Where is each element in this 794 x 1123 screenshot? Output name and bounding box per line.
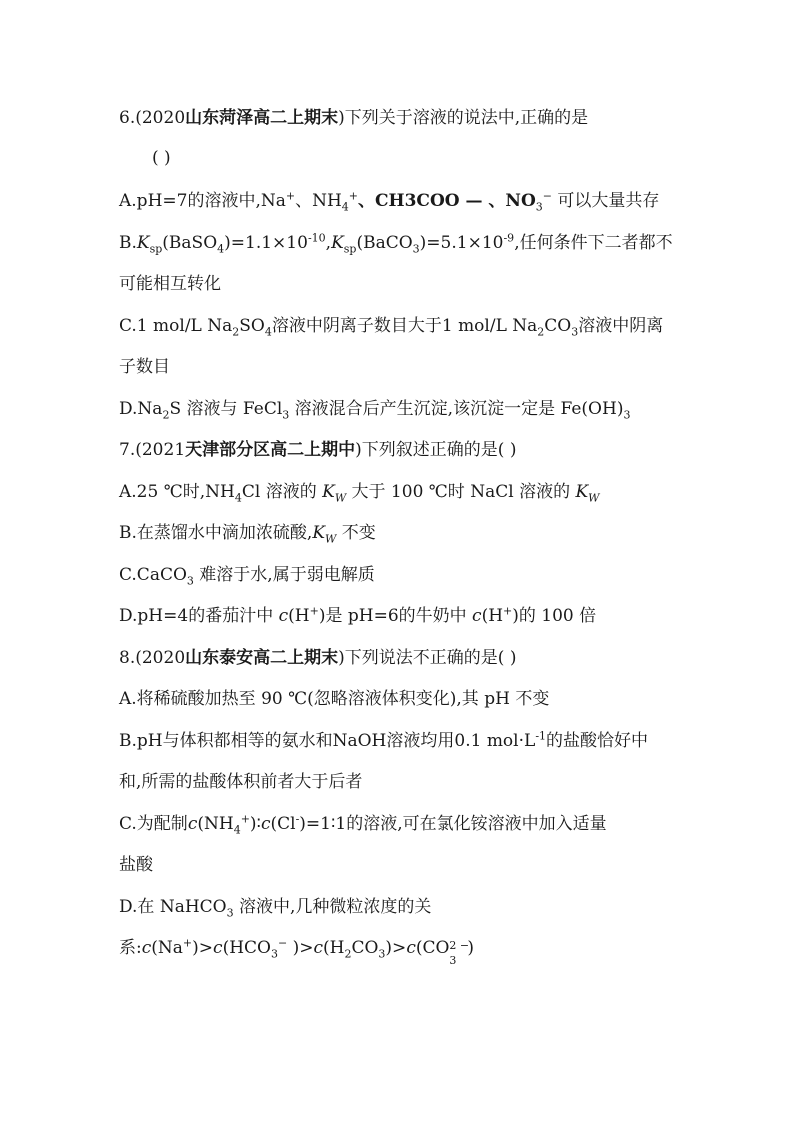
q6-d-text-1: D.Na <box>119 399 163 419</box>
q7-option-a <box>119 481 599 503</box>
q8-b-text-1: B.pH与体积都相等的氨水和NaOH溶液均用0.1 mol·L <box>119 731 536 751</box>
q6-b-text-5: (BaCO <box>356 233 413 253</box>
q7-stem <box>119 439 516 461</box>
q7-d-text-3: )是 pH=6的牛奶中 <box>318 606 473 626</box>
q6-stem-text: 下列关于溶液的说法中,正确的是 <box>344 108 589 128</box>
q6-b-text-6: )=5.1×10 <box>419 233 504 253</box>
q6-c-text-2: SO <box>239 316 265 336</box>
q6-c-text-3: 溶液中阴离子数目大于1 mol/L Na <box>271 316 538 336</box>
q7-c-sub-1: 3 <box>186 574 194 588</box>
q8-stem <box>119 647 516 669</box>
q8-c-c2: c <box>260 814 271 834</box>
q6-option-c-line2: 子数目 <box>119 357 170 377</box>
q8-d2-c1: c <box>141 938 152 958</box>
q8-d2-sup-4: − <box>277 936 288 950</box>
q7-source-open: (2021 <box>135 440 186 460</box>
q7-c-text-1: C.CaCO <box>119 565 187 585</box>
q7-c-text-2: 难溶于水,属于弱电解质 <box>193 565 375 585</box>
q8-d-sub-1: 3 <box>226 906 234 920</box>
q8-stem-text: 下列说法不正确的是( ) <box>344 648 517 668</box>
q8-d2-sup-9: 2 − <box>449 938 470 952</box>
q7-option-d <box>119 605 596 627</box>
q6-a-text-4: 可以大量共存 <box>552 191 660 211</box>
q8-c-text-2: (NH <box>197 814 234 834</box>
q6-a-sup-2: + <box>348 189 359 203</box>
q8-c-text-1: C.为配制 <box>119 814 188 834</box>
q6-number: 6. <box>119 108 136 128</box>
q8-d2-text-1: 系: <box>119 938 142 958</box>
q6-b-k1: K <box>136 233 150 253</box>
q8-d2-sub-9: 3 <box>449 953 457 967</box>
q8-d-text-1: D.在 NaHCO <box>119 897 227 917</box>
q6-c-text-5: 溶液中阴离 <box>578 316 664 336</box>
q6-a-text-1: A.pH=7的溶液中,Na <box>119 191 286 211</box>
q6-option-d <box>119 398 630 420</box>
q8-source-name: 山东泰安高二上期末 <box>185 648 339 668</box>
q7-b-k: K <box>312 523 326 543</box>
q6-b-text-4: , <box>325 233 332 253</box>
q6-b-text-2: (BaSO <box>162 233 218 253</box>
q6-d-sub-2: 3 <box>282 408 290 422</box>
q8-d2-sub-7: 3 <box>378 947 386 961</box>
q7-b-k-sub: W <box>325 532 337 546</box>
q8-d2-text-4: (HCO <box>222 938 271 958</box>
q8-option-c-line2: 盐酸 <box>119 855 153 875</box>
q6-stem <box>119 107 588 129</box>
q6-a-sub-3: 3 <box>535 200 543 214</box>
q7-d-c2: c <box>472 606 482 626</box>
q6-d-sub-1: 2 <box>162 408 170 422</box>
q7-a-sub-1: 4 <box>234 491 242 505</box>
q6-a-text-2: 、NH <box>295 191 342 211</box>
q7-d-c1: c <box>278 606 289 626</box>
q8-d2-text-7: CO <box>351 938 379 958</box>
q8-d2-sup-2: + <box>182 936 193 950</box>
q7-d-sup-4: + <box>503 604 513 618</box>
q7-number: 7. <box>119 440 136 460</box>
q6-c-text-4: CO <box>544 316 572 336</box>
q8-number: 8. <box>119 648 136 668</box>
q8-c-text-4: (Cl <box>270 814 296 834</box>
q8-d2-text-2: (Na <box>151 938 183 958</box>
q6-source-close: ) <box>338 108 345 128</box>
q6-b-k2: K <box>331 233 344 253</box>
q8-option-b-line2: 和,所需的盐酸体积前者大于后者 <box>119 772 363 792</box>
q6-a-sup-3: − <box>542 189 552 203</box>
q6-b-text-7: ,任何条件下二者都不 <box>514 233 673 253</box>
q8-c-sub-2: 4 <box>233 823 241 837</box>
q6-b-text-1: B. <box>119 233 137 253</box>
q8-b-text-2: 的盐酸恰好中 <box>546 731 649 751</box>
q6-c-sub-1: 2 <box>232 325 240 339</box>
q8-option-b <box>119 730 648 752</box>
q7-option-b <box>119 522 376 544</box>
q7-a-k2: K <box>575 482 589 502</box>
q7-source-close: ) <box>355 440 362 460</box>
q6-answer-paren: ( ) <box>152 148 171 168</box>
q8-option-a: A.将稀硫酸加热至 90 ℃(忽略溶液体积变化),其 pH 不变 <box>119 689 550 709</box>
q6-b-k1-sub: sp <box>149 242 163 256</box>
q8-c-text-5: )=1∶1的溶液,可在氯化铵溶液中加入适量 <box>299 814 607 834</box>
q6-option-a <box>119 190 659 212</box>
q7-a-k1-sub: W <box>334 491 347 505</box>
q7-a-k2-sub: W <box>588 491 600 505</box>
q8-d2-sub-6: 2 <box>344 947 352 961</box>
q6-c-sub-4: 3 <box>571 325 579 339</box>
q6-a-text-3: 、CH3COO — 、NO <box>358 191 536 211</box>
q8-c-sup-2: + <box>240 812 250 826</box>
q8-source-close: ) <box>338 648 345 668</box>
q7-a-k1: K <box>322 482 335 502</box>
q7-a-text-1: A.25 ℃时,NH <box>119 482 235 502</box>
q8-source-open: (2020 <box>135 648 186 668</box>
q8-d2-c3: c <box>313 938 323 958</box>
q6-d-sub-3: 3 <box>623 408 631 422</box>
q8-option-d <box>119 896 431 918</box>
q6-b-sub-2: 4 <box>217 242 225 256</box>
q6-a-sup-1: + <box>285 189 296 203</box>
q8-c-text-3: )∶ <box>249 814 261 834</box>
q6-option-b <box>119 232 673 254</box>
q8-option-d-line2 <box>119 936 475 967</box>
q8-d2-c4: c <box>406 938 416 958</box>
q8-d2-co3-charge <box>449 938 470 967</box>
q7-stem-text: 下列叙述正确的是( ) <box>361 440 517 460</box>
q6-c-sub-2: 4 <box>264 325 272 339</box>
q7-d-text-4: (H <box>481 606 504 626</box>
q6-b-sub-5: 3 <box>412 242 420 256</box>
q6-option-c <box>119 315 663 337</box>
q8-d2-text-5: )> <box>287 938 314 958</box>
q6-option-b-line2: 可能相互转化 <box>119 274 221 294</box>
q6-d-text-2: S 溶液与 FeCl <box>169 399 283 419</box>
q8-c-c1: c <box>187 814 198 834</box>
q7-b-text-2: 不变 <box>336 523 376 543</box>
q6-b-k2-sub: sp <box>343 242 357 256</box>
q7-a-text-3: 大于 100 ℃时 NaCl 溶液的 <box>346 482 576 502</box>
q7-d-text-5: )的 100 倍 <box>512 606 597 626</box>
q7-a-text-2: Cl 溶液的 <box>241 482 323 502</box>
q8-d2-text-8: )> <box>385 938 407 958</box>
q7-source-name: 天津部分区高二上期中 <box>185 440 356 460</box>
q6-c-sub-3: 2 <box>537 325 545 339</box>
q6-b-sup-6: -9 <box>503 231 515 245</box>
q7-d-text-2: (H <box>288 606 310 626</box>
q6-source-open: (2020 <box>135 108 186 128</box>
q6-c-text-1: C.1 mol/L Na <box>119 316 233 336</box>
q8-d2-text-9: (CO <box>415 938 450 958</box>
q7-d-text-1: D.pH=4的番茄汁中 <box>119 606 279 626</box>
q8-d2-text-3: )> <box>192 938 214 958</box>
q8-d2-c2: c <box>213 938 223 958</box>
q8-b-sup-1: -1 <box>535 729 547 743</box>
q6-source-name: 山东菏泽高二上期末 <box>185 108 339 128</box>
q6-a-sub-2: 4 <box>341 200 349 214</box>
q8-d-text-2: 溶液中,几种微粒浓度的关 <box>233 897 432 917</box>
q7-b-text-1: B.在蒸馏水中滴加浓硫酸, <box>119 523 313 543</box>
q8-option-c <box>119 813 607 835</box>
q7-option-c <box>119 564 375 586</box>
q6-d-text-3: 溶液混合后产生沉淀,该沉淀一定是 Fe(OH) <box>289 399 624 419</box>
q8-c-sup-4: - <box>295 812 300 826</box>
q7-d-sup-2: + <box>309 604 319 618</box>
q8-d2-sub-4: 3 <box>270 947 278 961</box>
q8-d2-text-10: ) <box>467 938 475 958</box>
q6-b-text-3: )=1.1×10 <box>224 233 308 253</box>
q8-d2-text-6: (H <box>323 938 345 958</box>
q6-b-sup-3: -10 <box>307 231 326 245</box>
